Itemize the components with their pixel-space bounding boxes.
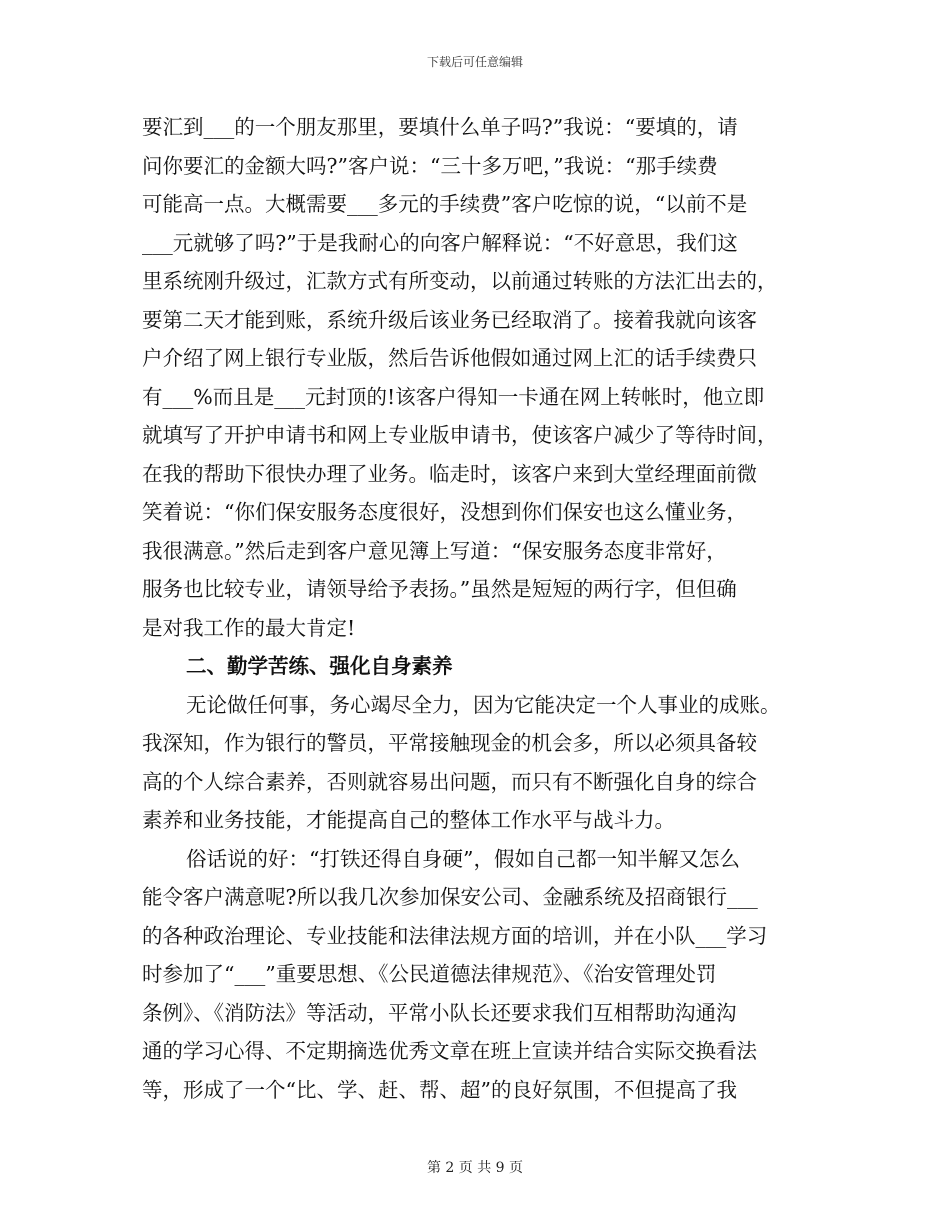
text-line: 服务也比较专业，请领导给予表扬。”虽然是短短的两行字，但但确 — [142, 577, 737, 601]
text-line: 高的个人综合素养，否则就容易出问题，而只有不断强化自身的综合 — [142, 769, 757, 794]
text-line: 是对我工作的最大肯定! — [142, 615, 356, 640]
paragraph-1 — [142, 108, 822, 647]
section-heading: 二、勤学苦练、强化自身素养 — [186, 654, 453, 678]
text-line: 要第二天才能到账，系统升级后该业务已经取消了。接着我就向该客 — [142, 307, 757, 332]
text-line: 户介绍了网上银行专业版，然后告诉他假如通过网上汇的话手续费只 — [142, 346, 757, 370]
text-line: 无论做任何事，务心竭尽全力，因为它能决定一个人事业的成账。 — [186, 692, 781, 717]
document-body — [142, 108, 822, 1109]
text-line: 条例》、《消防法》等活动，平常小队长还要求我们互相帮助沟通沟 — [142, 1000, 737, 1025]
text-line: 通的学习心得、不定期摘选优秀文章在班上宣读并结合实际交换看法 — [142, 1039, 757, 1063]
text-line: 素养和业务技能，才能提高自己的整体工作水平与战斗力。 — [142, 808, 675, 832]
text-line: 等，形成了一个“比、学、赶、帮、超”的良好氛围，不但提高了我 — [142, 1077, 737, 1102]
text-line: 能令客户满意呢?所以我几次参加保安公司、金融系统及招商银行___ — [142, 885, 758, 909]
text-line: 要汇到___的一个朋友那里，要填什么单子吗?”我说：“要填的，请 — [142, 115, 738, 139]
text-line: 问你要汇的金额大吗?”客户说：“三十多万吧，”我说：“那手续费 — [142, 153, 718, 178]
paragraph-3 — [142, 840, 822, 1110]
text-line: 可能高一点。大概需要___多元的手续费”客户吃惊的说，“以前不是 — [142, 192, 748, 216]
text-line: ___元就够了吗?”于是我耐心的向客户解释说：“不好意思，我们这 — [142, 230, 738, 255]
text-line: 我很满意。”然后走到客户意见簿上写道：“保安服务态度非常好， — [142, 538, 727, 563]
text-line: 我深知，作为银行的警员，平常接触现金的机会多，所以必须具备较 — [142, 731, 757, 755]
text-line: 在我的帮助下很快办理了业务。临走时，该客户来到大堂经理面前微 — [142, 461, 757, 486]
text-line: 有___%而且是___元封顶的!该客户得知一卡通在网上转帐时，他立即 — [142, 384, 765, 409]
page-number: 第 2 页 共 9 页 — [426, 1160, 524, 1176]
text-line: 的各种政治理论、专业技能和法律法规方面的培训，并在小队___学习 — [142, 923, 768, 948]
text-line: 里系统刚升级过，汇款方式有所变动，以前通过转账的方法汇出去的， — [142, 269, 778, 293]
text-line: 俗话说的好：“打铁还得自身硬”，假如自己都一知半解又怎么 — [186, 846, 740, 871]
page-header-note: 下载后可任意编辑 — [426, 55, 523, 69]
paragraph-2 — [142, 686, 822, 840]
text-line: 笑着说：“你们保安服务态度很好，没想到你们保安也这么懂业务， — [142, 500, 747, 524]
text-line: 时参加了“___”重要思想、《公民道德法律规范》、《治安管理处罚 — [142, 962, 717, 986]
text-line: 就填写了开护申请书和网上专业版申请书，使该客户减少了等待时间， — [142, 423, 778, 447]
